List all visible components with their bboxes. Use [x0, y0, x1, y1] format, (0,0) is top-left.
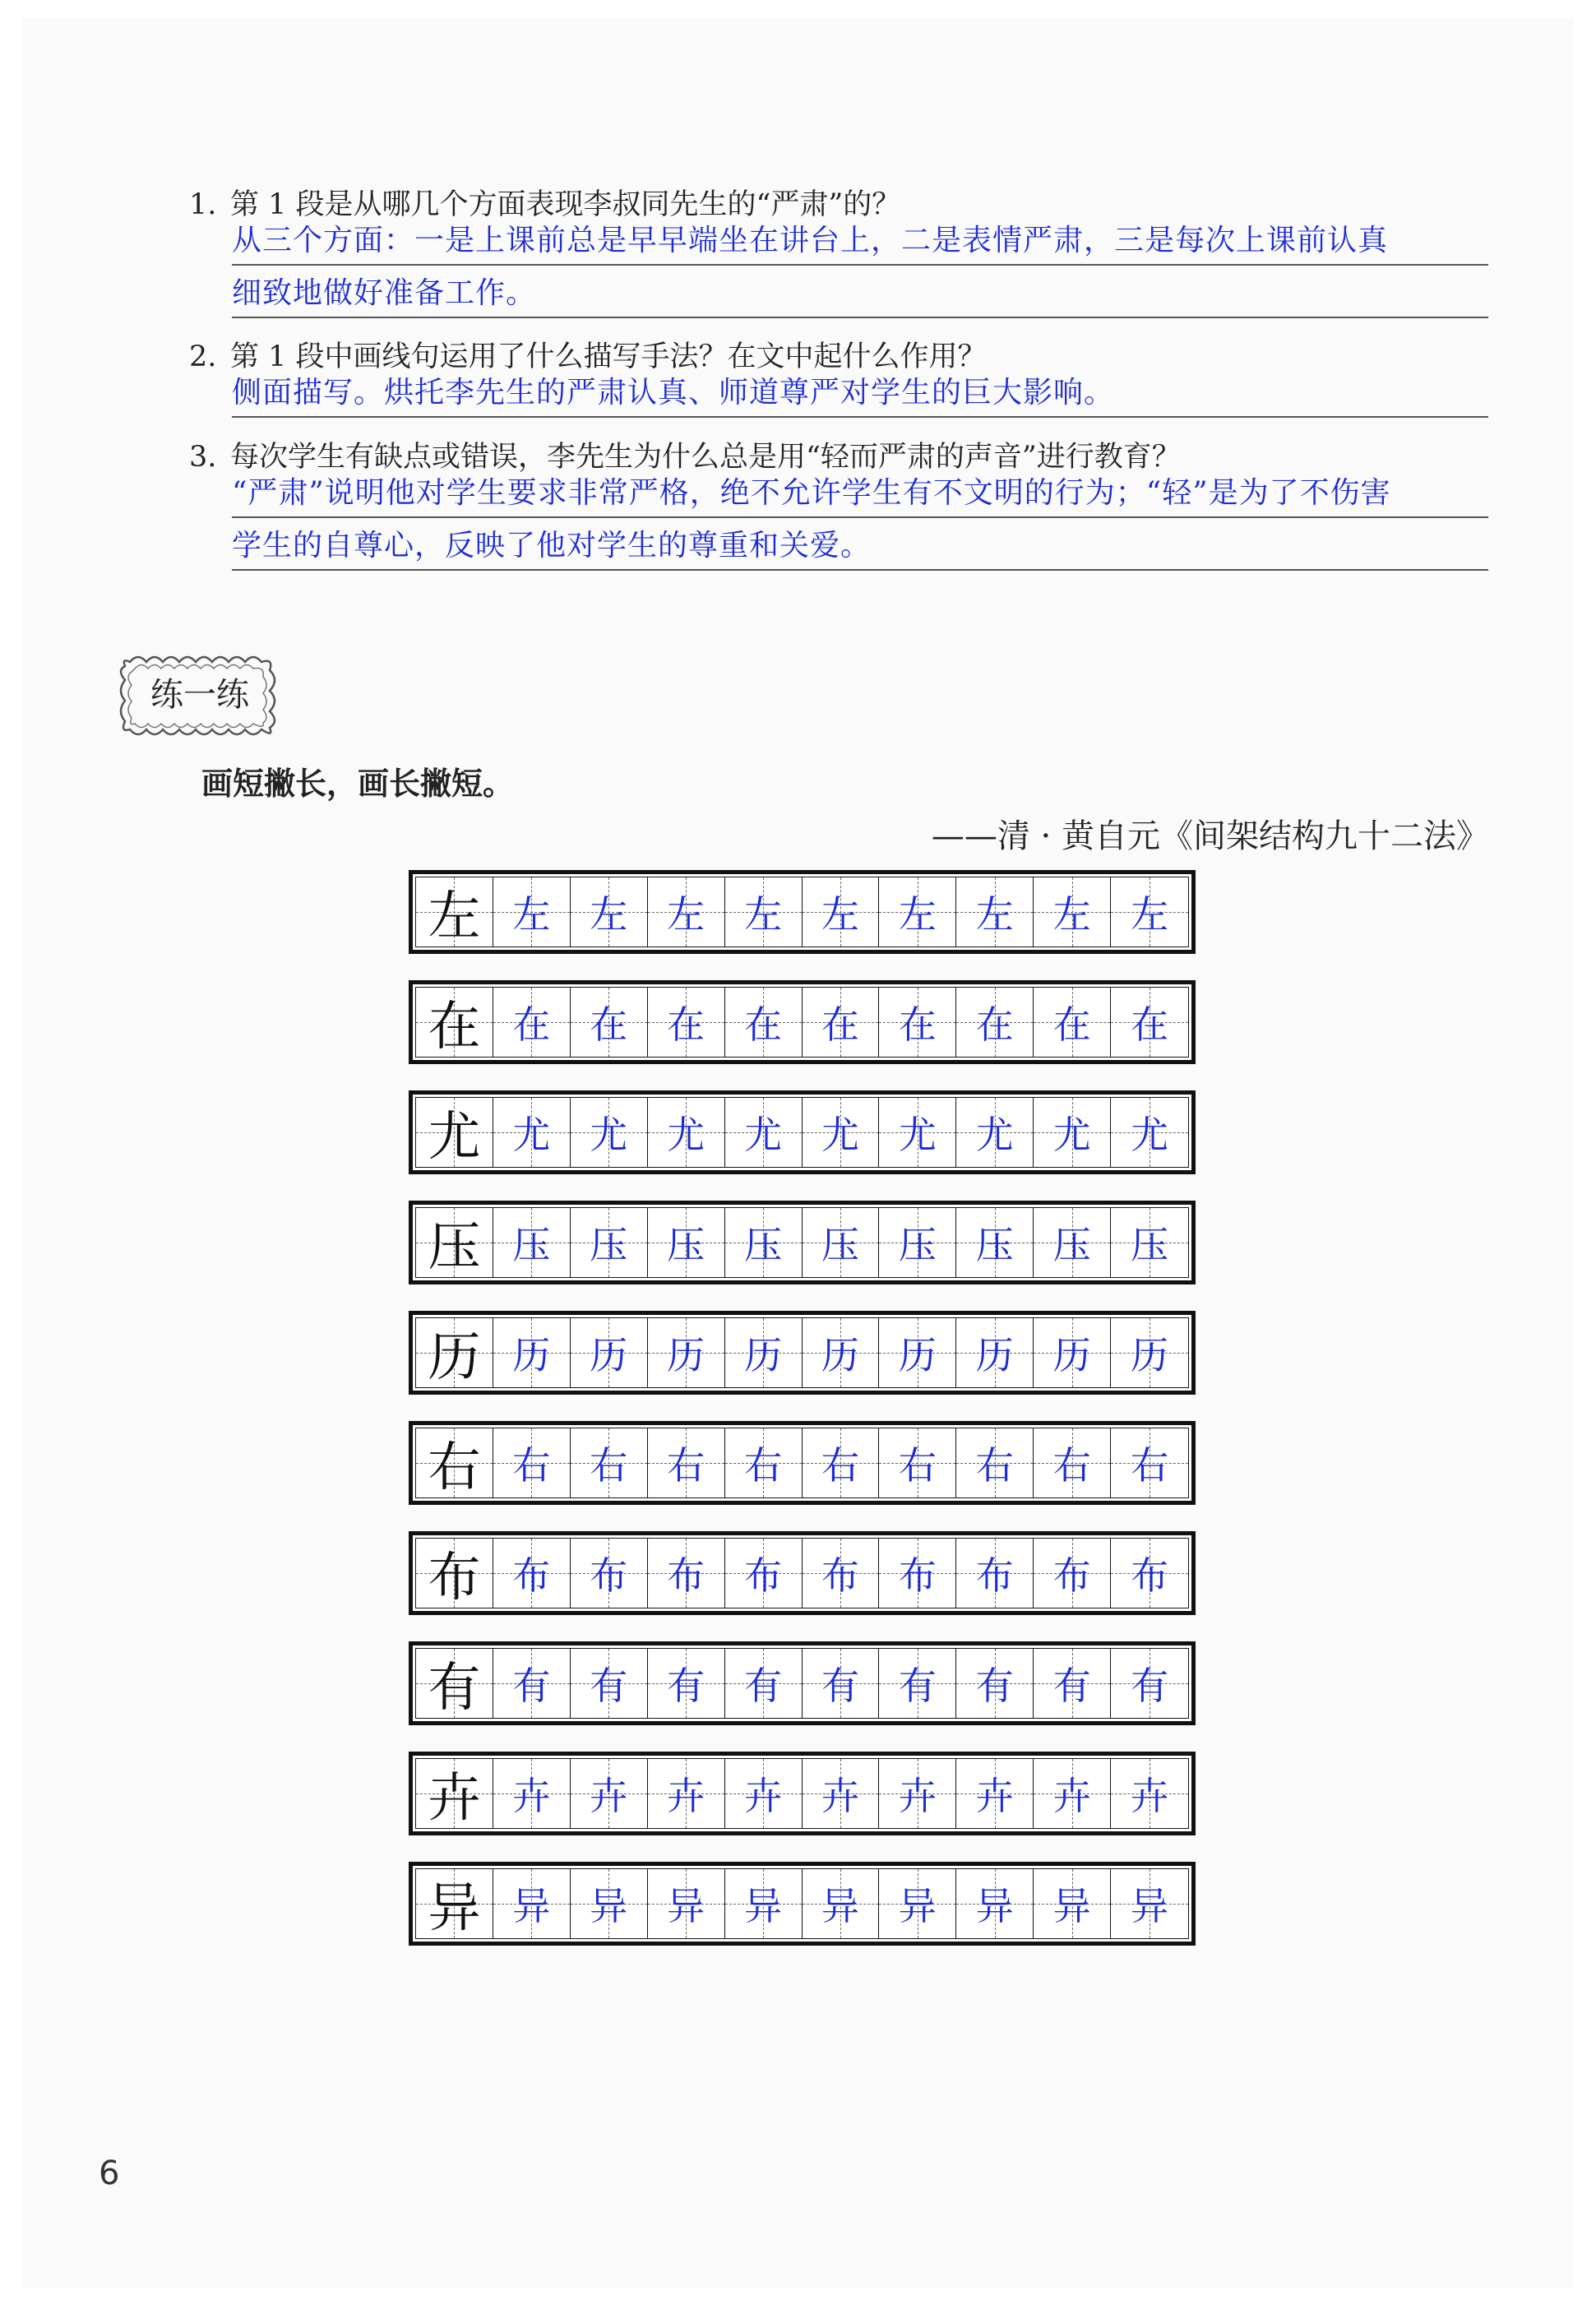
practice-cell[interactable]: [956, 877, 1034, 947]
practice-character: 压: [898, 1223, 937, 1267]
practice-character: 布: [1131, 1553, 1169, 1598]
practice-cell[interactable]: [648, 988, 725, 1057]
practice-character: 压: [667, 1223, 705, 1267]
practice-cell[interactable]: [1034, 1318, 1111, 1387]
question-number: 1.: [189, 188, 217, 221]
practice-character: 历: [975, 1333, 1014, 1377]
practice-character: 右: [975, 1443, 1014, 1488]
practice-cell[interactable]: [1111, 1208, 1188, 1277]
practice-cell[interactable]: [879, 1539, 956, 1608]
practice-cell[interactable]: [648, 1869, 725, 1938]
grid-row: [409, 1201, 1196, 1284]
practice-character: 在: [590, 1002, 628, 1047]
model-character-cell: [416, 1869, 493, 1938]
model-character-cell: [416, 1649, 493, 1718]
practice-character: 有: [667, 1664, 705, 1708]
practice-cell[interactable]: [1111, 1318, 1188, 1387]
question-number: 3.: [189, 441, 217, 474]
practice-character: 历: [512, 1333, 551, 1377]
practice-character: 右: [667, 1443, 705, 1488]
practice-character: 压: [1131, 1223, 1169, 1267]
practice-character: 有: [590, 1664, 628, 1708]
practice-cell[interactable]: [725, 1208, 803, 1277]
practice-character: 有: [975, 1664, 1014, 1708]
grid-row-inner: [415, 877, 1189, 947]
practice-character: 有: [512, 1664, 551, 1708]
practice-character: 卉: [898, 1774, 937, 1818]
practice-character: 历: [1052, 1333, 1091, 1377]
practice-cell[interactable]: [1111, 1759, 1188, 1828]
practice-character: 布: [898, 1553, 937, 1598]
practice-character: 压: [821, 1223, 859, 1267]
practice-cell[interactable]: [571, 988, 648, 1057]
practice-character: 尤: [590, 1113, 628, 1157]
practice-character: 异: [821, 1884, 859, 1928]
practice-cell[interactable]: [803, 1869, 880, 1938]
practice-character: 异: [590, 1884, 628, 1928]
practice-cell[interactable]: [1034, 1428, 1111, 1497]
answer-text: 学生的自尊心，反映了他对学生的尊重和关爱。: [232, 529, 872, 562]
practice-cell[interactable]: [956, 988, 1034, 1057]
practice-character: 布: [512, 1553, 551, 1598]
practice-character: 右: [590, 1443, 628, 1488]
practice-character: 右: [898, 1443, 937, 1488]
grid-row-inner: [415, 1317, 1189, 1388]
answer-text: “严肃”说明他对学生要求非常严格，绝不允许学生有不文明的行为；“轻”是为了不伤害: [232, 476, 1391, 510]
practice-character: 历: [667, 1333, 705, 1377]
question-3: [189, 437, 1488, 571]
model-character-cell: [416, 877, 493, 947]
practice-cell[interactable]: [648, 1539, 725, 1608]
practice-character: 左: [975, 892, 1014, 937]
practice-cell[interactable]: [648, 877, 725, 947]
badge-label: 练一练: [150, 676, 249, 714]
practice-cell[interactable]: [1111, 877, 1188, 947]
practice-cell[interactable]: [571, 1098, 648, 1167]
practice-character: 卉: [975, 1774, 1014, 1818]
rule-text: 画短撇长，画长撇短。: [201, 766, 515, 802]
practice-cell[interactable]: [493, 1649, 571, 1718]
practice-cell[interactable]: [571, 1318, 648, 1387]
practice-character: 历: [744, 1333, 783, 1377]
practice-cell[interactable]: [1034, 1098, 1111, 1167]
grid-row: [409, 1311, 1196, 1395]
grid-row: [409, 1641, 1196, 1725]
model-character: 卉: [428, 1768, 481, 1829]
practice-cell[interactable]: [803, 1318, 880, 1387]
practice-character: 有: [1131, 1664, 1169, 1708]
model-character-cell: [416, 1759, 493, 1828]
practice-cell[interactable]: [803, 1649, 880, 1718]
grid-row-inner: [415, 1758, 1189, 1829]
practice-cell[interactable]: [956, 1098, 1034, 1167]
practice-cell[interactable]: [1111, 1539, 1188, 1608]
practice-cell[interactable]: [803, 1428, 880, 1497]
grid-row-inner: [415, 1868, 1189, 1939]
model-character: 在: [428, 997, 481, 1058]
practice-cell[interactable]: [648, 1098, 725, 1167]
practice-character: 左: [667, 892, 705, 937]
model-character: 右: [428, 1437, 481, 1498]
practice-character: 尤: [744, 1113, 783, 1157]
practice-character: 在: [898, 1002, 937, 1047]
practice-cell[interactable]: [725, 1649, 803, 1718]
practice-character: 有: [744, 1664, 783, 1708]
practice-cell[interactable]: [879, 1649, 956, 1718]
practice-cell[interactable]: [493, 1318, 571, 1387]
grid-row-inner: [415, 1428, 1189, 1498]
practice-cell[interactable]: [803, 1098, 880, 1167]
practice-character: 有: [898, 1664, 937, 1708]
practice-cell[interactable]: [571, 1208, 648, 1277]
practice-character: 历: [1131, 1333, 1169, 1377]
practice-cell[interactable]: [493, 988, 571, 1057]
practice-character: 压: [1052, 1223, 1091, 1267]
practice-character: 左: [512, 892, 551, 937]
practice-cell[interactable]: [725, 1759, 803, 1828]
practice-character: 尤: [667, 1113, 705, 1157]
practice-character: 尤: [1131, 1113, 1169, 1157]
question-1: [189, 185, 1488, 318]
practice-character: 异: [667, 1884, 705, 1928]
answer-text: 侧面描写。烘托李先生的严肃认真、师道尊严对学生的巨大影响。: [232, 376, 1115, 410]
practice-character: 有: [1052, 1664, 1091, 1708]
answer-line: [232, 365, 1488, 418]
practice-cell[interactable]: [493, 1098, 571, 1167]
practice-character: 左: [898, 892, 937, 937]
practice-character: 尤: [512, 1113, 551, 1157]
practice-cell[interactable]: [648, 1759, 725, 1828]
practice-character: 压: [590, 1223, 628, 1267]
answer-line: [232, 518, 1488, 571]
practice-cell[interactable]: [725, 1539, 803, 1608]
practice-character: 布: [821, 1553, 859, 1598]
model-character: 压: [428, 1217, 481, 1278]
model-character: 左: [428, 886, 481, 947]
grid-row: [409, 1531, 1196, 1615]
practice-character: 尤: [975, 1113, 1014, 1157]
practice-cell[interactable]: [648, 1649, 725, 1718]
practice-cell[interactable]: [725, 1869, 803, 1938]
practice-cell[interactable]: [803, 1208, 880, 1277]
writing-grid: [409, 870, 1196, 1972]
grid-row-inner: [415, 1207, 1189, 1278]
practice-cell[interactable]: [956, 1318, 1034, 1387]
practice-cell[interactable]: [725, 1318, 803, 1387]
practice-cell[interactable]: [956, 1208, 1034, 1277]
model-character: 有: [428, 1658, 481, 1719]
practice-character: 尤: [821, 1113, 859, 1157]
practice-cell[interactable]: [879, 988, 956, 1057]
practice-cell[interactable]: [725, 1098, 803, 1167]
practice-character: 在: [667, 1002, 705, 1047]
practice-cell[interactable]: [879, 1098, 956, 1167]
practice-cell[interactable]: [493, 1428, 571, 1497]
page-number: 6: [99, 2155, 120, 2192]
grid-row-inner: [415, 1648, 1189, 1719]
model-character-cell: [416, 1098, 493, 1167]
practice-cell[interactable]: [725, 988, 803, 1057]
practice-character: 异: [975, 1884, 1014, 1928]
practice-cell[interactable]: [956, 1649, 1034, 1718]
practice-cell[interactable]: [571, 1428, 648, 1497]
practice-cell[interactable]: [803, 1539, 880, 1608]
practice-cell[interactable]: [571, 1759, 648, 1828]
model-character-cell: [416, 1539, 493, 1608]
practice-cell[interactable]: [879, 877, 956, 947]
practice-cell[interactable]: [803, 877, 880, 947]
practice-character: 压: [512, 1223, 551, 1267]
practice-character: 在: [975, 1002, 1014, 1047]
answer-line: [232, 266, 1488, 318]
practice-character: 卉: [590, 1774, 628, 1818]
practice-character: 尤: [1052, 1113, 1091, 1157]
practice-cell[interactable]: [571, 1539, 648, 1608]
practice-character: 异: [512, 1884, 551, 1928]
practice-character: 布: [1052, 1553, 1091, 1598]
practice-cell[interactable]: [1034, 988, 1111, 1057]
practice-character: 右: [821, 1443, 859, 1488]
practice-character: 卉: [821, 1774, 859, 1818]
model-character-cell: [416, 1318, 493, 1387]
practice-character: 左: [744, 892, 783, 937]
model-character: 尤: [428, 1107, 481, 1168]
practice-cell[interactable]: [648, 1208, 725, 1277]
answer-text: 从三个方面：一是上课前总是早早端坐在讲台上，二是表情严肃，三是每次上课前认真: [232, 224, 1389, 257]
practice-cell[interactable]: [493, 1539, 571, 1608]
practice-character: 布: [975, 1553, 1014, 1598]
practice-character: 右: [744, 1443, 783, 1488]
grid-row: [409, 1752, 1196, 1835]
model-character: 布: [428, 1548, 481, 1608]
practice-character: 卉: [512, 1774, 551, 1818]
practice-cell[interactable]: [879, 1208, 956, 1277]
practice-cell[interactable]: [493, 1869, 571, 1938]
practice-cell[interactable]: [879, 1428, 956, 1497]
practice-cell[interactable]: [803, 1759, 880, 1828]
practice-cell[interactable]: [571, 1649, 648, 1718]
practice-cell[interactable]: [879, 1318, 956, 1387]
practice-cell[interactable]: [493, 1208, 571, 1277]
practice-character: 卉: [667, 1774, 705, 1818]
grid-row-inner: [415, 987, 1189, 1058]
practice-cell[interactable]: [1111, 1098, 1188, 1167]
practice-cell[interactable]: [648, 1428, 725, 1497]
question-2: [189, 337, 1488, 418]
grid-row: [409, 870, 1196, 954]
practice-cell[interactable]: [571, 877, 648, 947]
practice-character: 卉: [744, 1774, 783, 1818]
grid-row: [409, 1862, 1196, 1946]
practice-cell[interactable]: [1034, 1869, 1111, 1938]
model-character-cell: [416, 1428, 493, 1497]
practice-character: 在: [1131, 1002, 1169, 1047]
practice-character: 异: [898, 1884, 937, 1928]
practice-cell[interactable]: [956, 1869, 1034, 1938]
question-text: 3. 每次学生有缺点或错误，李先生为什么总是用“轻而严肃的声音”进行教育？: [189, 437, 1488, 477]
practice-cell[interactable]: [956, 1759, 1034, 1828]
source-citation: ——清 · 黄自元《间架结构九十二法》: [931, 817, 1489, 855]
practice-character: 右: [1052, 1443, 1091, 1488]
grid-row: [409, 980, 1196, 1064]
question-number: 2.: [189, 340, 217, 373]
question-text: 2. 第 1 段中画线句运用了什么描写手法？在文中起什么作用？: [189, 337, 1488, 377]
practice-character: 历: [898, 1333, 937, 1377]
question-text: 1. 第 1 段是从哪几个方面表现李叔同先生的“严肃”的？: [189, 185, 1488, 224]
practice-cell[interactable]: [956, 1428, 1034, 1497]
practice-character: 历: [821, 1333, 859, 1377]
answer-line: [232, 213, 1488, 266]
answer-line: [232, 465, 1488, 518]
practice-character: 有: [821, 1664, 859, 1708]
practice-character: 左: [590, 892, 628, 937]
practice-character: 异: [1131, 1884, 1169, 1928]
model-character-cell: [416, 1208, 493, 1277]
practice-cell[interactable]: [1034, 1759, 1111, 1828]
practice-cell[interactable]: [571, 1869, 648, 1938]
practice-character: 尤: [898, 1113, 937, 1157]
practice-cell[interactable]: [879, 1869, 956, 1938]
practice-character: 左: [1052, 892, 1091, 937]
practice-character: 布: [744, 1553, 783, 1598]
practice-character: 历: [590, 1333, 628, 1377]
practice-cell[interactable]: [1034, 1649, 1111, 1718]
practice-character: 在: [821, 1002, 859, 1047]
model-character: 历: [428, 1327, 481, 1388]
grid-row-inner: [415, 1097, 1189, 1168]
practice-character: 压: [744, 1223, 783, 1267]
practice-character: 卉: [1052, 1774, 1091, 1818]
practice-cell[interactable]: [493, 877, 571, 947]
practice-character: 在: [512, 1002, 551, 1047]
practice-cell[interactable]: [1034, 1539, 1111, 1608]
grid-row-inner: [415, 1538, 1189, 1608]
practice-cell[interactable]: [493, 1759, 571, 1828]
practice-cell[interactable]: [803, 988, 880, 1057]
practice-cell[interactable]: [1034, 1208, 1111, 1277]
practice-character: 布: [590, 1553, 628, 1598]
practice-character: 左: [821, 892, 859, 937]
practice-character: 右: [1131, 1443, 1169, 1488]
practice-character: 布: [667, 1553, 705, 1598]
practice-cell[interactable]: [725, 1428, 803, 1497]
practice-character: 卉: [1131, 1774, 1169, 1818]
practice-character: 右: [512, 1443, 551, 1488]
practice-cell[interactable]: [956, 1539, 1034, 1608]
practice-character: 异: [1052, 1884, 1091, 1928]
practice-character: 异: [744, 1884, 783, 1928]
practice-cell[interactable]: [648, 1318, 725, 1387]
practice-cell[interactable]: [1111, 988, 1188, 1057]
practice-character: 左: [1131, 892, 1169, 937]
practice-cell[interactable]: [1034, 877, 1111, 947]
practice-character: 压: [975, 1223, 1014, 1267]
practice-badge: [113, 646, 286, 744]
practice-cell[interactable]: [1111, 1649, 1188, 1718]
practice-cell[interactable]: [1111, 1869, 1188, 1938]
grid-row: [409, 1090, 1196, 1174]
grid-row: [409, 1421, 1196, 1505]
practice-cell[interactable]: [725, 877, 803, 947]
model-character: 异: [428, 1878, 481, 1939]
practice-cell[interactable]: [879, 1759, 956, 1828]
practice-cell[interactable]: [1111, 1428, 1188, 1497]
answer-text: 细致地做好准备工作。: [232, 276, 537, 310]
practice-character: 在: [744, 1002, 783, 1047]
practice-character: 在: [1052, 1002, 1091, 1047]
model-character-cell: [416, 988, 493, 1057]
